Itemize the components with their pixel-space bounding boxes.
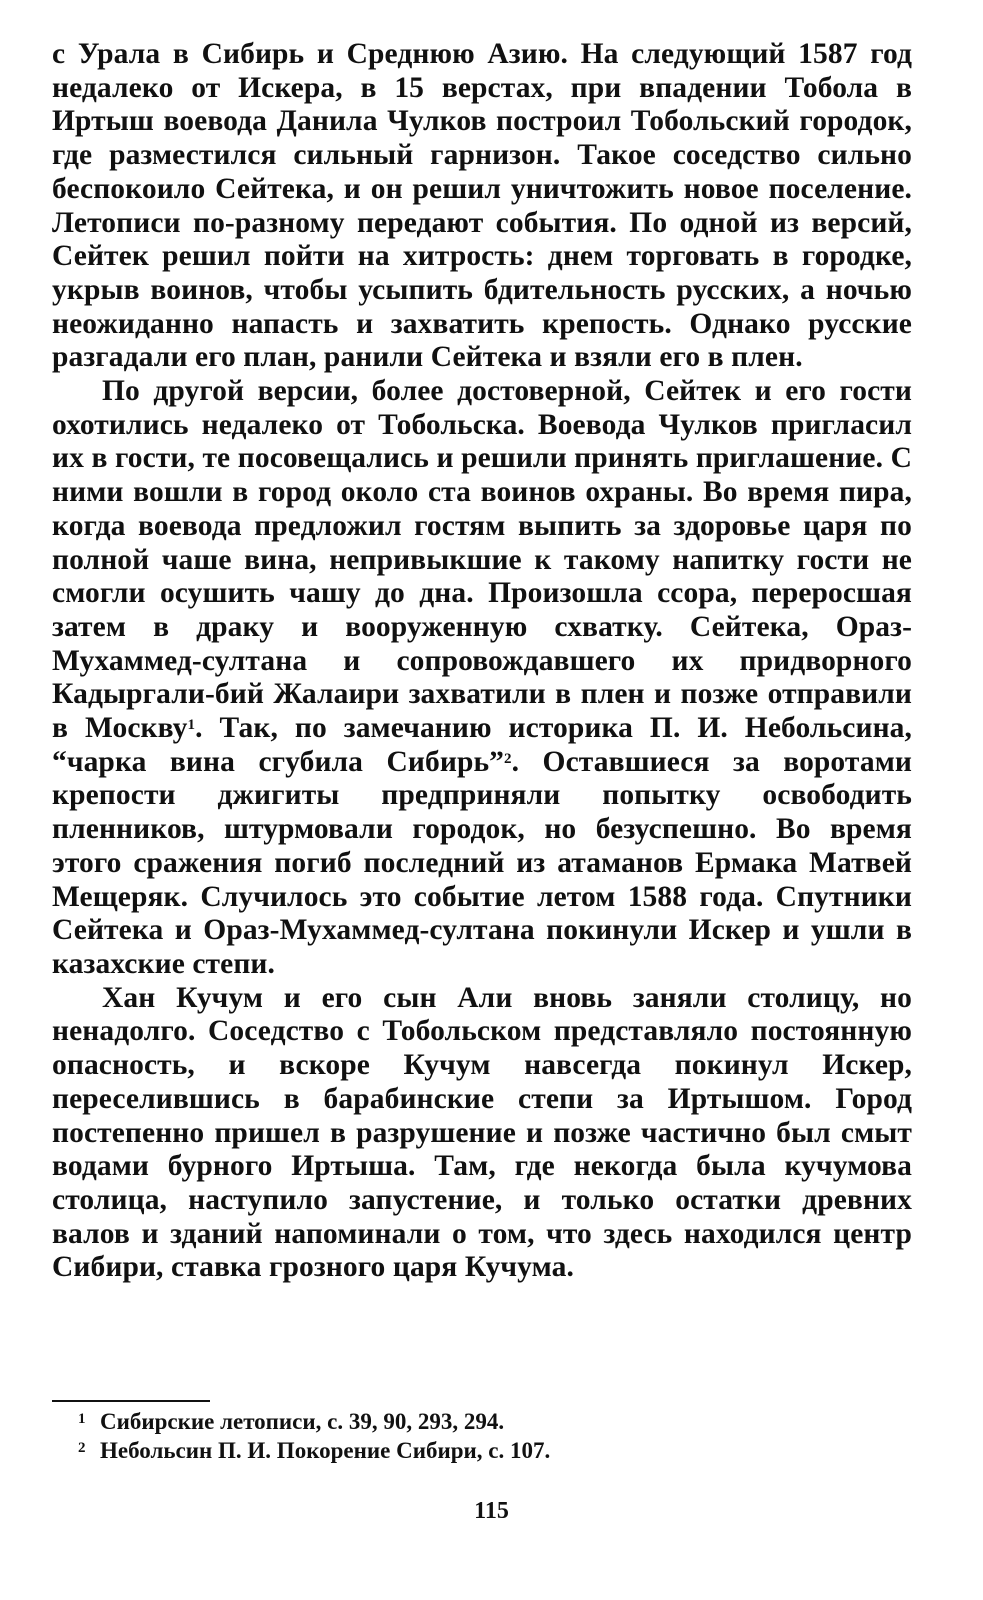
footnote-1 — [78, 1407, 900, 1436]
footnote-2-text: Небольсин П. И. Покорение Сибири, с. 107. — [100, 1438, 551, 1463]
main-text — [52, 38, 912, 1285]
footnote-1-number: 1 — [78, 1411, 86, 1427]
paragraph-1: с Урала в Сибирь и Среднюю Азию. На следующий 1587 год недалеко от Искера, в 15 верстах, при впадении Тобола в Иртыш воевода Данила Чулков построил Тобольский городок, где разместился сильный гарнизон. Такое соседство сильно беспокоило Сейтека, и он решил уничтожить новое поселение. Летописи по-разному передают события. По одной из версий, Сейтек решил пойти на хитрость: днем торговать в городке, укрыв воинов, чтобы усыпить бдительность русских, а ночью неожиданно напасть и захватить крепость. Однако русские разгадали его план, ранили Сейтека и взяли его в плен. — [52, 38, 912, 374]
page-number: 115 — [474, 1498, 509, 1524]
paragraph-3: Хан Кучум и его сын Али вновь заняли столицу, но ненадолго. Соседство с Тобольском представляло постоянную опасность, и вскоре Кучум навсегда покинул Искер, переселившись в барабинские степи за Иртышом. Город постепенно пришел в разрушение и позже частично был смыт водами бурного Иртыша. Там, где некогда была кучумова столица, наступило запустение, и только остатки древних валов и зданий напоминали о том, что здесь находился центр Сибири, ставка грозного царя Кучума. — [52, 981, 912, 1284]
footnote-1-text: Сибирские летописи, с. 39, 90, 293, 294. — [100, 1409, 505, 1434]
paragraph-2-part-2: . Так, по замечанию историка П. И. Небольсина, “чарка вина сгубила Сибирь” — [52, 712, 912, 778]
paragraph-2 — [52, 375, 912, 982]
footnotes — [78, 1407, 900, 1465]
footnote-ref-2: 2 — [504, 750, 512, 767]
footnote-2-number: 2 — [78, 1440, 86, 1456]
footnote-2 — [78, 1436, 900, 1465]
paragraph-2-part-1: По другой версии, более достоверной, Сейтек и его гости охотились недалеко от Тобольска. Воевода Чулков пригласил их в гости, те посовещались и решили принять приглашение. С ними вошли в город около ста воинов охраны. Во время пира, когда воевода предложил гостям выпить за здоровье царя по полной чаше вина, непривыкшие к такому напитку гости не смогли осушить чашу до дна. Произошла ссора, переросшая затем в драку и вооруженную схватку. Сейтека, Ораз-Мухаммед-султана и сопровождавшего их придворного Кадыргали-бий Жалаири захватили в плен и позже отправили в Москву — [52, 375, 912, 745]
footnote-ref-1: 1 — [187, 717, 196, 734]
paragraph-2-part-3: . Оставшиеся за воротами крепости джигиты предприняли попытку освободить пленников, штурмовали городок, но безуспешно. Во время этого сражения погиб последний из атаманов Ермака Матвей Мещеряк. Случилось это событие летом 1588 года. Спутники Сейтека и Ораз-Мухаммед-султана покинули Искер и ушли в казахские степи. — [52, 745, 912, 980]
footnote-divider — [52, 1400, 210, 1402]
